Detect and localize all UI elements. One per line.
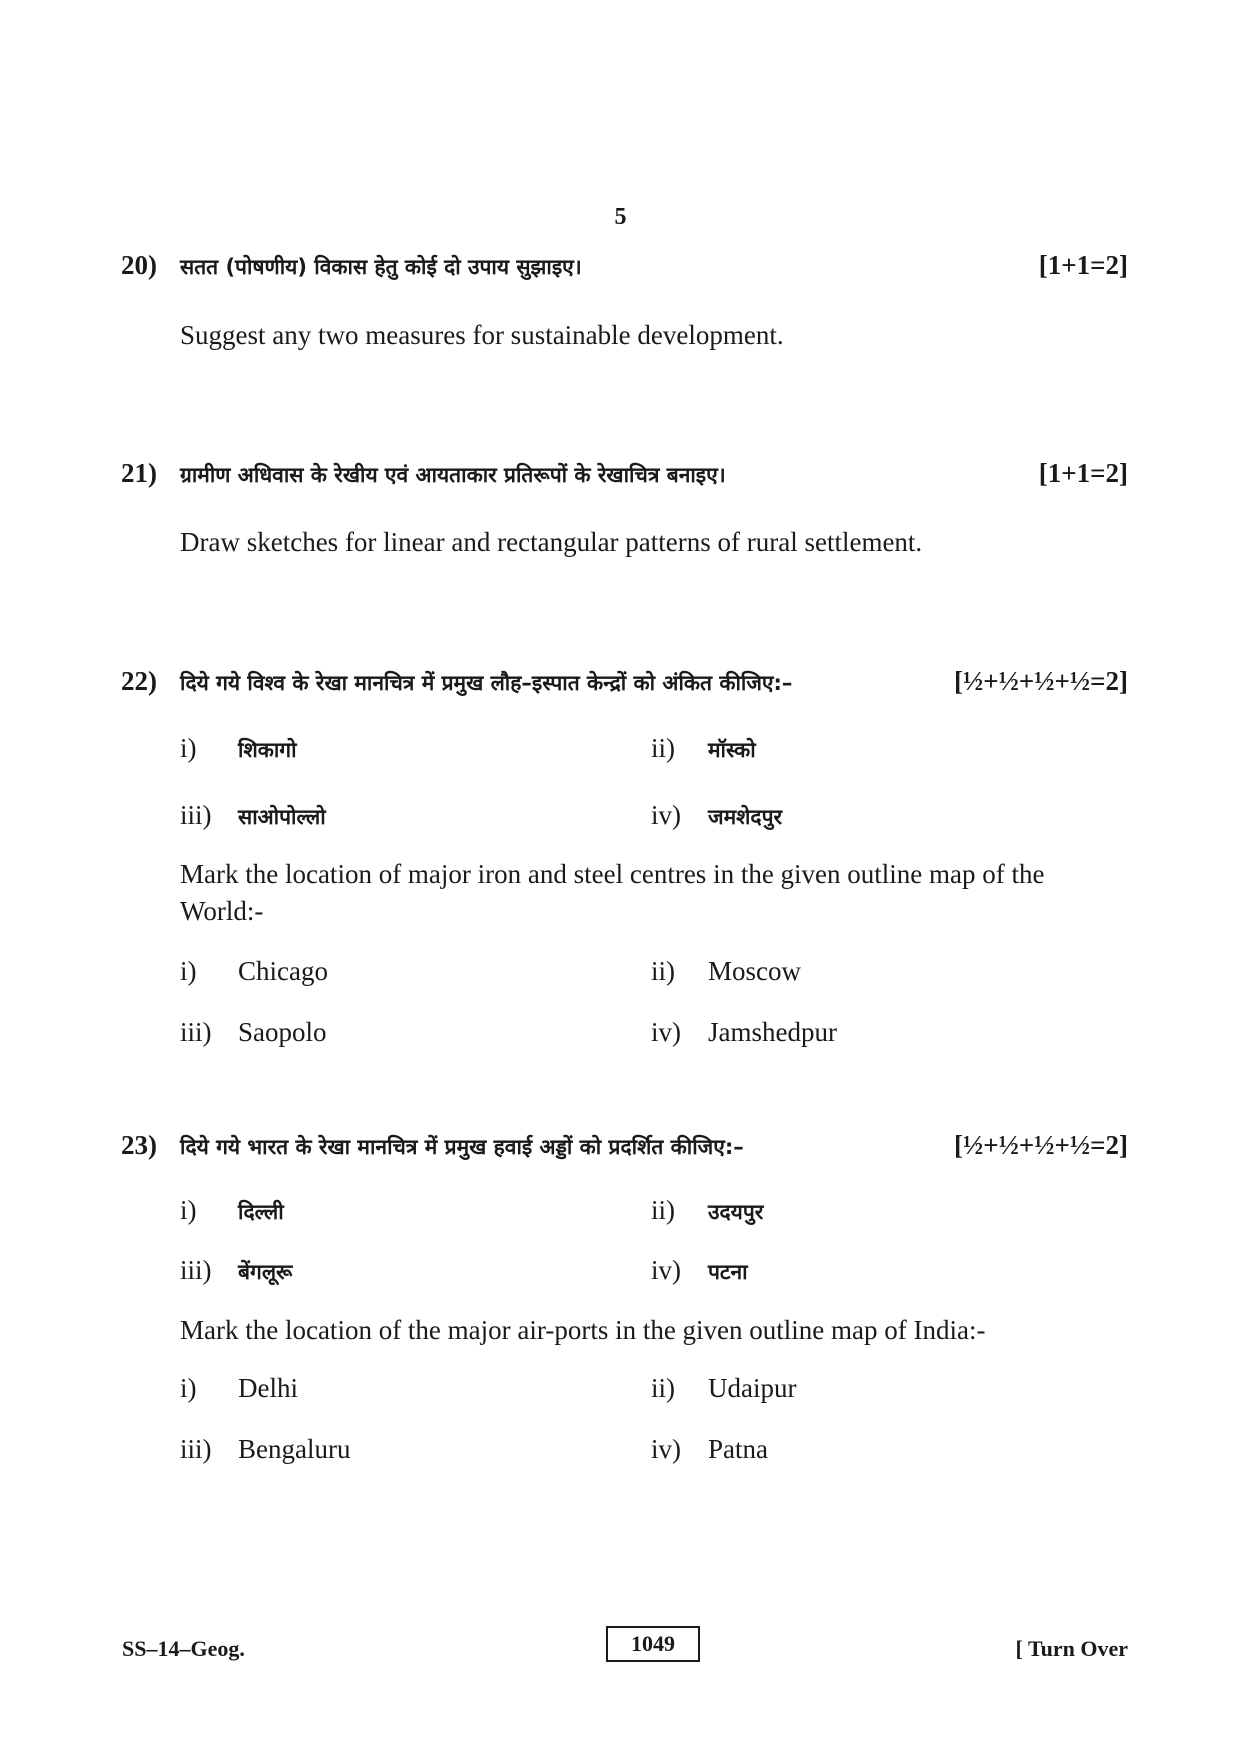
footer-turn-over: [ Turn Over: [1015, 1636, 1128, 1661]
q22-english-option-4-label: iv): [651, 1017, 681, 1047]
q23-hindi-option-3: बेंगलूरू: [238, 1260, 293, 1284]
q23-hindi-option-3-label: iii): [180, 1255, 212, 1285]
q22-english-option-2: Moscow: [708, 956, 801, 986]
q23-english-option-3: Bengaluru: [238, 1434, 351, 1464]
footer-page-code: 1049: [606, 1626, 700, 1662]
q23-english-option-1: Delhi: [238, 1373, 298, 1403]
footer-paper-code: SS–14–Geog.: [122, 1636, 245, 1661]
q22-english-option-3-label: iii): [180, 1017, 212, 1047]
q23-english-option-3-label: iii): [180, 1434, 212, 1464]
q23-english-option-1-label: i): [180, 1373, 197, 1403]
q23-hindi-option-2-label: ii): [651, 1195, 675, 1225]
q23-hindi-option-4: पटना: [708, 1260, 748, 1284]
q22-hindi-option-3-label: iii): [180, 800, 212, 830]
q22-hindi-option-2: मॉस्को: [708, 738, 756, 762]
question-20-english: Suggest any two measures for sustainable development.: [180, 320, 784, 350]
q23-hindi-option-1-label: i): [180, 1195, 197, 1225]
q22-english-option-3: Saopolo: [238, 1017, 327, 1047]
question-20-hindi: सतत (पोषणीय) विकास हेतु कोई दो उपाय सुझाइए।: [180, 255, 582, 279]
q23-english-option-2-label: ii): [651, 1373, 675, 1403]
q23-english-option-2: Udaipur: [708, 1373, 797, 1403]
question-22-number: 22): [121, 666, 157, 696]
question-23-english: Mark the location of the major air-ports in the given outline map of India:-: [180, 1315, 986, 1345]
question-22-hindi: दिये गये विश्व के रेखा मानचित्र में प्रमुख लौह–इस्पात केन्द्रों को अंकित कीजिए:–: [180, 671, 793, 695]
q22-hindi-option-1-label: i): [180, 733, 197, 763]
q23-hindi-option-4-label: iv): [651, 1255, 681, 1285]
q22-english-option-1-label: i): [180, 956, 197, 986]
page-number: 5: [614, 204, 627, 230]
q23-hindi-option-1: दिल्ली: [238, 1200, 284, 1224]
question-23-hindi: दिये गये भारत के रेखा मानचित्र में प्रमुख हवाई अड्डों को प्रदर्शित कीजिए:–: [180, 1135, 744, 1159]
q22-hindi-option-2-label: ii): [651, 733, 675, 763]
q22-english-option-4: Jamshedpur: [708, 1017, 837, 1047]
question-20-marks: [1+1=2]: [1038, 250, 1128, 280]
question-22-marks: [½+½+½+½=2]: [953, 666, 1128, 696]
question-23-marks: [½+½+½+½=2]: [953, 1130, 1128, 1160]
q22-english-option-1: Chicago: [238, 956, 328, 986]
question-21-hindi: ग्रामीण अधिवास के रेखीय एवं आयताकार प्रतिरूपों के रेखाचित्र बनाइए।: [180, 463, 726, 487]
q22-hindi-option-4-label: iv): [651, 800, 681, 830]
question-21-marks: [1+1=2]: [1038, 458, 1128, 488]
q23-hindi-option-2: उदयपुर: [708, 1200, 764, 1224]
question-20-number: 20): [121, 250, 157, 280]
q23-english-option-4: Patna: [708, 1434, 768, 1464]
q23-english-option-4-label: iv): [651, 1434, 681, 1464]
q22-hindi-option-4: जमशेदपुर: [708, 805, 783, 829]
question-21-english: Draw sketches for linear and rectangular patterns of rural settlement.: [180, 527, 923, 557]
q22-hindi-option-1: शिकागो: [238, 738, 297, 762]
q22-english-option-2-label: ii): [651, 956, 675, 986]
question-22-english: Mark the location of major iron and steel centres in the given outline map of the World:-: [180, 859, 1045, 926]
question-23-number: 23): [121, 1130, 157, 1160]
question-21-number: 21): [121, 458, 157, 488]
q22-hindi-option-3: साओपोल्लो: [238, 805, 326, 829]
